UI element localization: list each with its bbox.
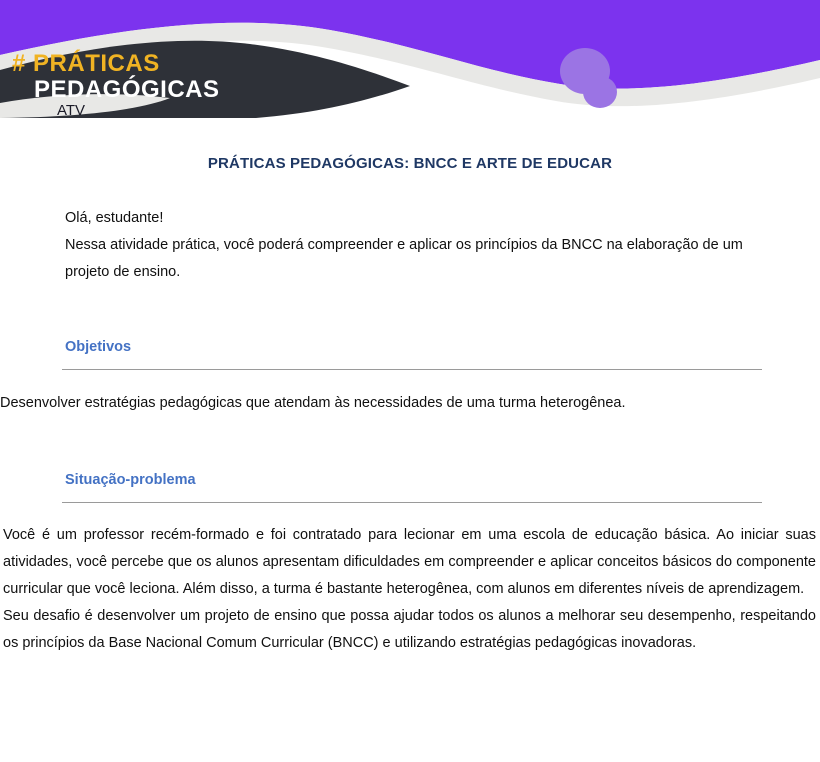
intro-greeting: Olá, estudante! [65, 210, 164, 226]
brand-word-praticas: PRÁTICAS [33, 50, 160, 77]
section-situacao-problema [0, 472, 820, 503]
paragraph: Seu desafio é desenvolver um projeto de ensino que possa ajudar todos os alunos a melhorar seu desempenho, respeitando os princípios da Base Nacional Comum Curricular (BNCC) e utilizando estratégias pedagógicas inovadoras. [3, 608, 816, 651]
intro-body: Nessa atividade prática, você poderá compreender e aplicar os princípios da BNCC na elaboração de um projeto de ensino. [65, 237, 743, 280]
section-body-objetivos [0, 390, 820, 417]
document-content [0, 118, 820, 657]
activity-label: ATV [57, 102, 86, 118]
page-header-banner [0, 0, 820, 118]
section-divider-objetivos [62, 369, 762, 370]
page-title: PRÁTICAS PEDAGÓGICAS: BNCC E ARTE DE EDUCAR [207, 155, 613, 172]
section-divider-situacao-problema [62, 502, 762, 503]
banner-decorative-waves [0, 0, 820, 118]
small-purple-circle [583, 76, 617, 108]
hashtag-icon: # [12, 50, 26, 77]
section-heading-objetivos: Objetivos [65, 339, 132, 355]
section-body-situacao-problema [0, 522, 820, 657]
section-objetivos [0, 339, 820, 370]
intro-block [0, 205, 820, 286]
brand-word-pedagogicas: PEDAGÓGICAS [34, 76, 220, 103]
paragraph: Desenvolver estratégias pedagógicas que atendam às necessidades de uma turma heterogênea. [0, 395, 626, 411]
section-heading-situacao-problema: Situação-problema [65, 472, 196, 488]
paragraph: Você é um professor recém-formado e foi contratado para lecionar em uma escola de educação básica. Ao iniciar suas atividades, você percebe que os alunos apresentam dificuldades em compreender e aplicar conceitos básicos do componente curricular que você leciona. Além disso, a turma é bastante heterogênea, com alunos em diferentes níveis de aprendizagem. [3, 527, 816, 597]
